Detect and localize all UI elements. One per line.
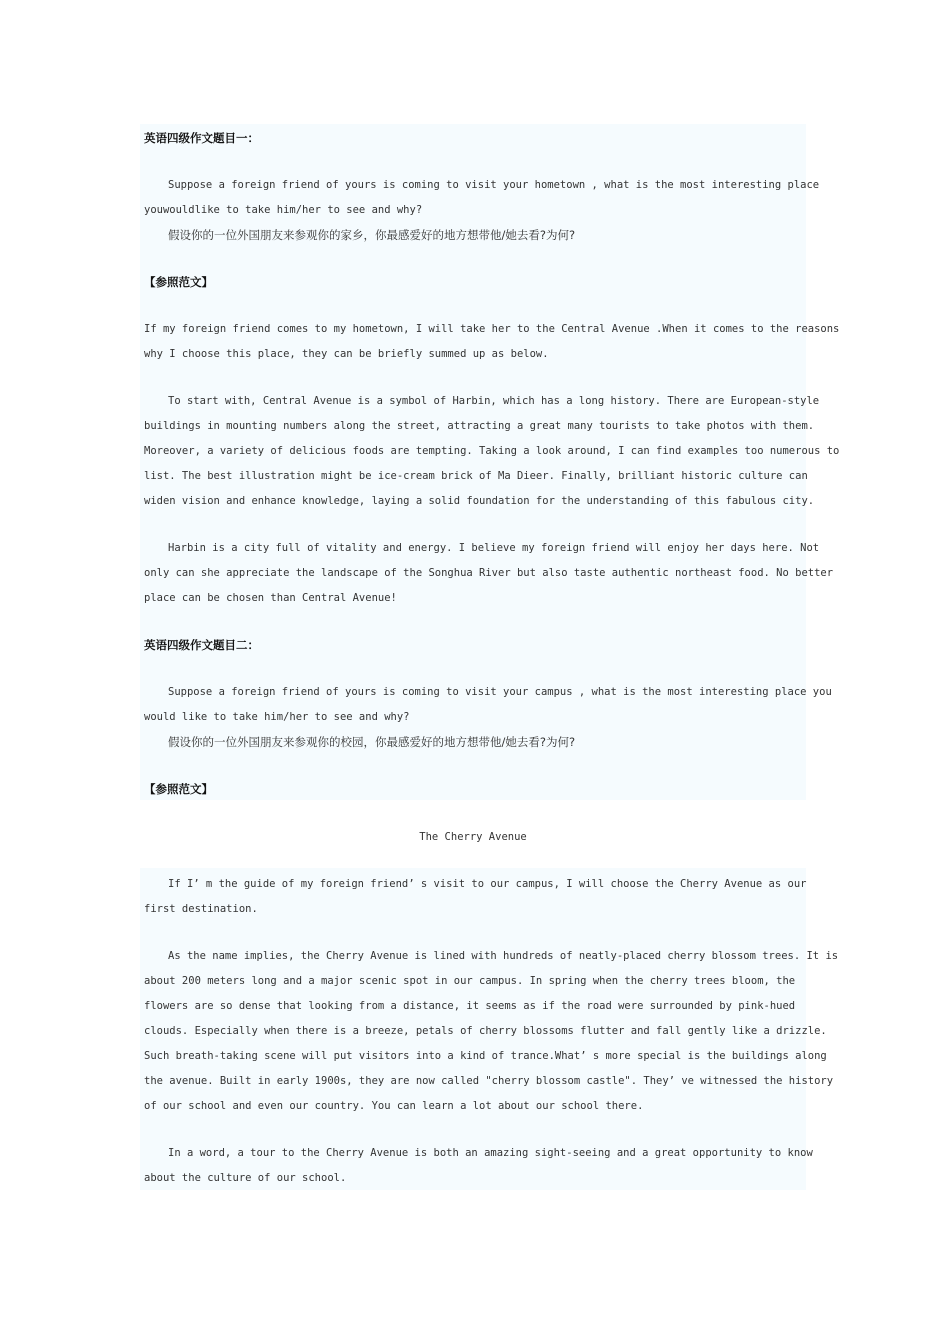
essay1-line: To start with, Central Avenue is a symbol of Harbin, which has a long history. There are European-style bbox=[168, 395, 820, 407]
essay2-title: The Cherry Avenue bbox=[419, 831, 527, 843]
essay2-line: flowers are so dense that looking from a distance, it seems as if the road were surrounded by pink-hued bbox=[144, 1000, 796, 1012]
topic2-prompt-line: Suppose a foreign friend of yours is coming to visit your campus , what is the most interesting place you bbox=[168, 686, 832, 698]
topic2-ref-label: 【参照范文】 bbox=[144, 782, 213, 796]
topic2-prompt-line: would like to take him/her to see and why? bbox=[144, 711, 410, 723]
topic1-heading: 英语四级作文题目一： bbox=[144, 131, 259, 145]
topic1-prompt-line: Suppose a foreign friend of yours is coming to visit your hometown , what is the most interesting place bbox=[168, 179, 820, 191]
essay1-line: only can she appreciate the landscape of the Songhua River but also taste authentic northeast food. No better bbox=[144, 567, 834, 579]
topic1-prompt-line: youwouldlike to take him/her to see and why? bbox=[144, 204, 423, 216]
topic1-prompt-cn: 假设你的一位外国朋友来参观你的家乡，你最感爱好的地方想带他/她去看?为何? bbox=[168, 228, 576, 242]
essay1-line: place can be chosen than Central Avenue! bbox=[144, 592, 397, 604]
topic2-heading: 英语四级作文题目二： bbox=[144, 638, 259, 652]
essay2-line: If I’ m the guide of my foreign friend’ s visit to our campus, I will choose the Cherry Avenue as our bbox=[168, 878, 807, 890]
essay2-line: clouds. Especially when there is a breeze, petals of cherry blossoms flutter and fall gently like a drizzle. bbox=[144, 1025, 827, 1037]
topic1-ref-label: 【参照范文】 bbox=[144, 275, 213, 289]
topic2-prompt-cn: 假设你的一位外国朋友来参观你的校园，你最感爱好的地方想带他/她去看?为何? bbox=[168, 735, 576, 749]
essay1-line: If my foreign friend comes to my hometown, I will take her to the Central Avenue .When it comes to the reasons bbox=[144, 323, 840, 335]
essay1-line: buildings in mounting numbers along the street, attracting a great many tourists to take photos with them. bbox=[144, 420, 815, 432]
essay2-line: the avenue. Built in early 1900s, they are now called "cherry blossom castle". They’ ve witnessed the history bbox=[144, 1075, 834, 1087]
essay1-line: Harbin is a city full of vitality and energy. I believe my foreign friend will enjoy her days here. Not bbox=[168, 542, 820, 554]
essay2-line: In a word, a tour to the Cherry Avenue is both an amazing sight-seeing and a great opportunity to know bbox=[168, 1147, 813, 1159]
essay1-line: list. The best illustration might be ice-cream brick of Ma Dieer. Finally, brilliant historic culture can bbox=[144, 470, 808, 482]
essay2-line: first destination. bbox=[144, 903, 258, 915]
essay1-line: why I choose this place, they can be briefly summed up as below. bbox=[144, 348, 549, 360]
essay1-line: Moreover, a variety of delicious foods are tempting. Taking a look around, I can find examples too numerous to bbox=[144, 445, 840, 457]
essay1-line: widen vision and enhance knowledge, laying a solid foundation for the understanding of this fabulous city. bbox=[144, 495, 815, 507]
essay2-line: about 200 meters long and a major scenic spot in our campus. In spring when the cherry trees bloom, the bbox=[144, 975, 796, 987]
essay2-line: about the culture of our school. bbox=[144, 1172, 347, 1184]
essay2-line: As the name implies, the Cherry Avenue is lined with hundreds of neatly-placed cherry blossom trees. It is bbox=[168, 950, 839, 962]
essay2-line: of our school and even our country. You can learn a lot about our school there. bbox=[144, 1100, 644, 1112]
essay2-line: Such breath-taking scene will put visitors into a kind of trance.What’ s more special is the buildings along bbox=[144, 1050, 827, 1062]
